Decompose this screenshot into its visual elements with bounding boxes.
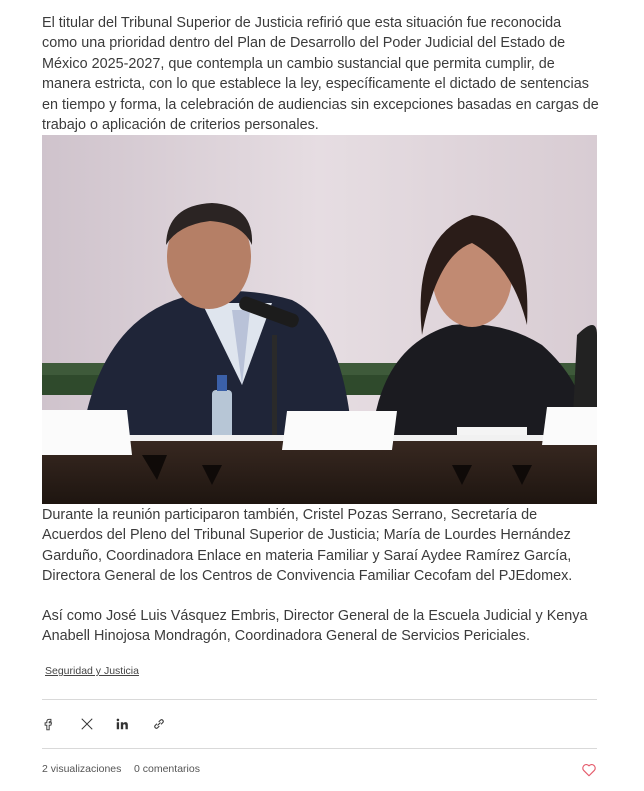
article-photo bbox=[42, 135, 597, 504]
linkedin-share-button[interactable] bbox=[112, 714, 132, 734]
facebook-share-button[interactable] bbox=[38, 714, 58, 734]
heart-icon bbox=[581, 763, 597, 777]
divider bbox=[42, 699, 597, 700]
category-tag-link[interactable]: Seguridad y Justicia bbox=[45, 665, 139, 677]
comments-count[interactable]: 0 comentarios bbox=[134, 763, 200, 775]
views-count: 2 visualizaciones bbox=[42, 763, 122, 775]
x-icon bbox=[80, 717, 94, 731]
article-paragraph-1: El titular del Tribunal Superior de Justicia refirió que esta situación fue reconocida como una prioridad dentro del Plan de Desarrollo del Poder Judicial del Estado de México 2025-2027, que contempla un cambio sustancial que permita cumplir, de manera estricta, con lo que establece la ley, específicamente el dictado de sentencias en tiempo y forma, la celebración de audiencias sin excepciones basadas en cargas de trabajo o aplicación de criterios personales. bbox=[42, 15, 599, 134]
article-paragraph-3: Así como José Luis Vásquez Embris, Director General de la Escuela Judicial y Kenya Anabell Hinojosa Mondragón, Coordinadora General de Servicios Periciales. bbox=[42, 608, 588, 645]
divider bbox=[42, 748, 597, 749]
link-icon bbox=[152, 717, 166, 731]
like-button[interactable] bbox=[581, 763, 599, 779]
article-paragraph-2: Durante la reunión participaron también, Cristel Pozas Serrano, Secretaría de Acuerdos del Pleno del Tribunal Superior de Justicia; María de Lourdes Hernández Garduño, Coordinadora Enlace en materia Familiar y Saraí Aydee Ramírez García, Directora General de los Centros de Convivencia Familiar Cecofam del PJEdomex. bbox=[42, 507, 573, 585]
copy-link-button[interactable] bbox=[149, 714, 169, 734]
x-share-button[interactable] bbox=[77, 714, 97, 734]
linkedin-icon bbox=[115, 717, 129, 731]
facebook-icon bbox=[41, 717, 55, 731]
